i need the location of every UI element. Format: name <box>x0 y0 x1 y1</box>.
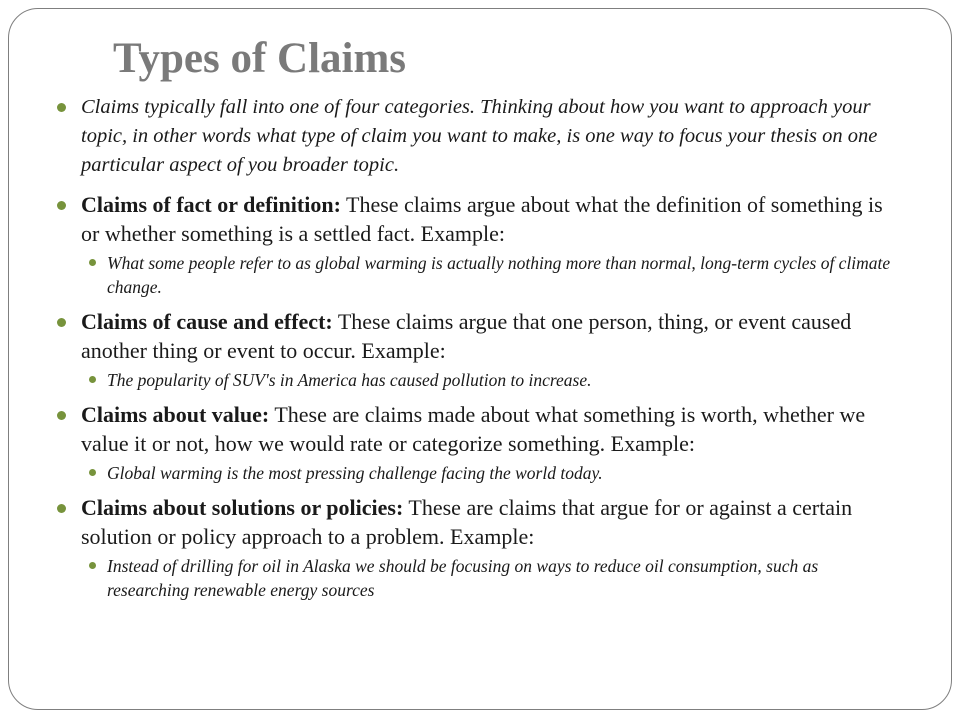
example-fact-definition <box>85 251 903 299</box>
bullet-icon <box>57 201 66 210</box>
example-text: The popularity of SUV's in America has caused pollution to increase. <box>107 370 592 390</box>
claim-heading: Claims of fact or definition: <box>81 192 341 217</box>
bullet-icon <box>57 504 66 513</box>
claim-value <box>53 400 903 458</box>
example-value <box>85 461 903 485</box>
claim-description: These are claims made about what something is worth, whether we value it or not, how we would rate or categorize something. Example: <box>81 402 866 456</box>
bullet-icon <box>57 318 66 327</box>
claim-solutions-policies <box>53 493 903 551</box>
intro-bullet <box>53 93 903 180</box>
example-text: Global warming is the most pressing challenge facing the world today. <box>107 463 603 483</box>
claim-fact-definition <box>53 190 903 248</box>
example-text: What some people refer to as global warming is actually nothing more than normal, long-term cycles of climate change. <box>107 253 891 297</box>
claim-heading: Claims about value: <box>81 402 270 427</box>
slide-title: Types of Claims <box>113 35 407 82</box>
claim-heading: Claims of cause and effect: <box>81 309 333 334</box>
claim-description: These are claims that argue for or against a certain solution or policy approach to a problem. Example: <box>81 495 853 549</box>
sub-bullet-icon <box>89 562 96 569</box>
slide-frame <box>8 8 952 710</box>
slide-content <box>53 93 903 610</box>
sub-bullet-icon <box>89 259 96 266</box>
intro-text: Claims typically fall into one of four categories. Thinking about how you want to approach your topic, in other words what type of claim you want to make, is one way to focus your thesis on one particular aspect of you broader topic. <box>81 96 878 176</box>
example-solutions-policies <box>85 554 903 602</box>
claim-cause-effect <box>53 307 903 365</box>
claim-description: These claims argue about what the definition of something is or whether something is a settled fact. Example: <box>81 192 883 246</box>
sub-bullet-icon <box>89 376 96 383</box>
example-cause-effect <box>85 368 903 392</box>
example-text: Instead of drilling for oil in Alaska we should be focusing on ways to reduce oil consumption, such as researching renewable energy sources <box>107 556 819 600</box>
bullet-icon <box>57 103 66 112</box>
sub-bullet-icon <box>89 469 96 476</box>
claim-heading: Claims about solutions or policies: <box>81 495 404 520</box>
bullet-icon <box>57 411 66 420</box>
claim-description: These claims argue that one person, thing, or event caused another thing or event to occur. Example: <box>81 309 852 363</box>
